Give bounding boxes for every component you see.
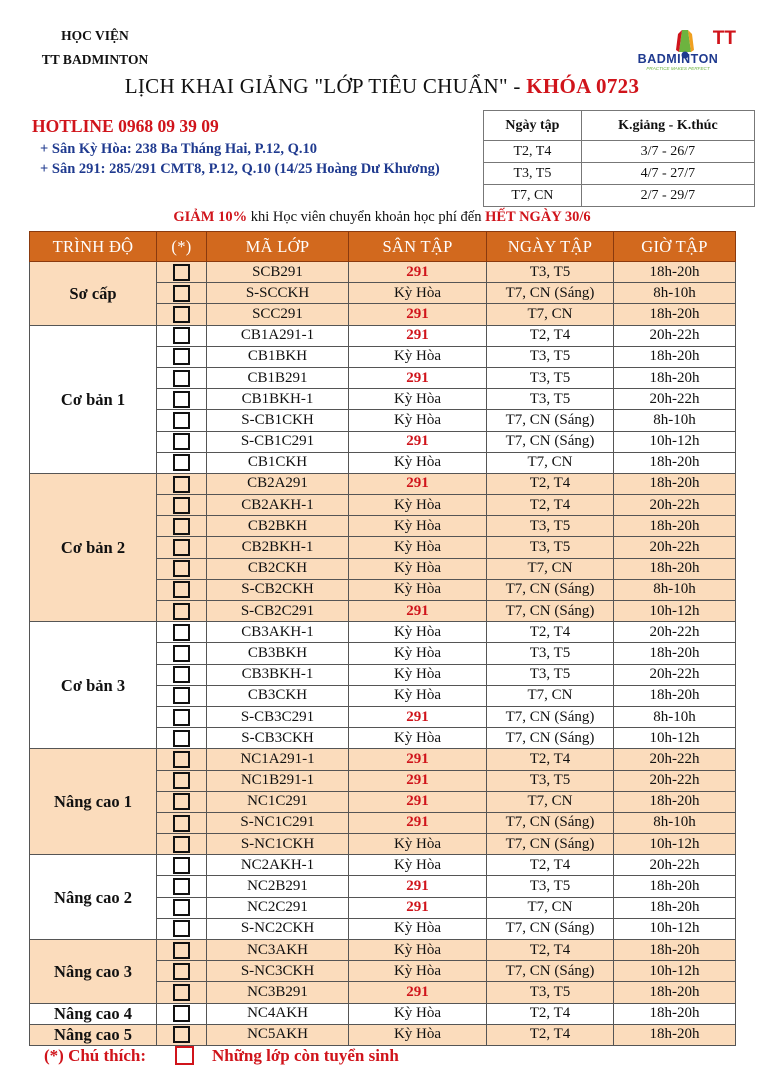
days-cell: T7, CN (Sáng) [487,601,614,622]
header-level: TRÌNH ĐỘ [30,232,157,262]
table-row [30,940,736,961]
organization-name [40,24,150,72]
time-cell: 18h-20h [614,1024,736,1045]
time-cell: 10h-12h [614,961,736,982]
enroll-checkbox[interactable] [173,306,190,323]
enroll-checkbox-cell [157,1024,207,1045]
promo-text: khi Học viên chuyển khoản học phí đến [247,209,486,225]
promo-deadline: HẾT NGÀY 30/6 [485,209,591,225]
court-cell: 291 [349,791,487,812]
enroll-checkbox-cell [157,940,207,961]
court-cell: Kỳ Hòa [349,537,487,558]
time-cell: 8h-10h [614,706,736,727]
level-cell: Nâng cao 5 [30,1024,157,1045]
title-main: LỊCH KHAI GIẢNG "LỚP TIÊU CHUẨN" - [124,74,527,98]
address-291: + Sân 291: 285/291 CMT8, P.12, Q.10 (14/25 Hoàng Dư Khương) [40,161,440,177]
court-cell: Kỳ Hòa [349,389,487,410]
time-cell: 8h-10h [614,812,736,833]
court-cell: Kỳ Hòa [349,1003,487,1024]
table-row [30,622,736,643]
level-cell: Nâng cao 4 [30,1003,157,1024]
court-cell: Kỳ Hòa [349,664,487,685]
enroll-checkbox[interactable] [173,878,190,895]
schedule-dates: 4/7 - 27/7 [581,163,754,185]
court-cell: Kỳ Hòa [349,643,487,664]
days-cell: T7, CN (Sáng) [487,410,614,431]
court-cell: Kỳ Hòa [349,918,487,939]
days-cell: T3, T5 [487,982,614,1003]
class-code-cell: SCC291 [207,304,349,325]
class-code-cell: CB1A291-1 [207,325,349,346]
enroll-checkbox-cell [157,664,207,685]
promo-banner [0,209,764,226]
days-cell: T3, T5 [487,876,614,897]
enroll-checkbox-cell [157,601,207,622]
class-code-cell: CB3CKH [207,685,349,706]
class-code-cell: SCB291 [207,262,349,283]
header-court: SÂN TẬP [349,232,487,262]
enroll-checkbox-cell [157,495,207,516]
enroll-checkbox[interactable] [173,391,190,408]
court-cell: Kỳ Hòa [349,452,487,473]
time-cell: 18h-20h [614,876,736,897]
enroll-checkbox[interactable] [173,709,190,726]
court-cell: 291 [349,431,487,452]
table-row [30,1024,736,1045]
header-time: GIỜ TẬP [614,232,736,262]
enroll-checkbox[interactable] [173,1026,190,1043]
court-cell: Kỳ Hòa [349,1024,487,1045]
class-code-cell: NC3B291 [207,982,349,1003]
court-cell: 291 [349,770,487,791]
court-cell: Kỳ Hòa [349,961,487,982]
class-code-cell: CB3BKH-1 [207,664,349,685]
class-code-cell: S-CB1CKH [207,410,349,431]
days-cell: T3, T5 [487,770,614,791]
class-code-cell: S-NC1CKH [207,834,349,855]
days-cell: T7, CN [487,685,614,706]
header-check: (*) [157,232,207,262]
days-cell: T7, CN [487,304,614,325]
schedule-dates: 2/7 - 29/7 [581,185,754,207]
class-code-cell: S-NC3CKH [207,961,349,982]
court-cell: 291 [349,262,487,283]
level-cell: Nâng cao 1 [30,749,157,855]
class-table-body [30,262,736,1046]
schedule-row [484,185,755,207]
class-table [29,231,736,1046]
promo-discount: GIẢM 10% [173,209,248,225]
court-cell: Kỳ Hòa [349,283,487,304]
court-cell: 291 [349,601,487,622]
enroll-checkbox[interactable] [173,920,190,937]
enroll-checkbox[interactable] [173,497,190,514]
days-cell: T3, T5 [487,367,614,388]
enroll-checkbox-cell [157,622,207,643]
class-code-cell: CB2AKH-1 [207,495,349,516]
enroll-checkbox[interactable] [173,370,190,387]
logo-tagline: PRACTICE MAKES PERFECT [646,66,710,71]
days-cell: T7, CN [487,897,614,918]
enroll-checkbox[interactable] [173,433,190,450]
tt-badminton-logo [618,24,738,72]
time-cell: 18h-20h [614,685,736,706]
court-cell: 291 [349,304,487,325]
class-code-cell: S-CB3C291 [207,706,349,727]
enroll-checkbox-cell [157,855,207,876]
enroll-checkbox[interactable] [173,476,190,493]
schedule-table [483,110,755,207]
time-cell: 20h-22h [614,664,736,685]
header-days: NGÀY TẬP [487,232,614,262]
court-cell: Kỳ Hòa [349,622,487,643]
days-cell: T2, T4 [487,940,614,961]
days-cell: T3, T5 [487,516,614,537]
level-cell: Cơ bản 3 [30,622,157,749]
class-code-cell: NC2B291 [207,876,349,897]
logo-word: BADMINTON [637,52,719,66]
address-ky-hoa: + Sân Kỳ Hòa: 238 Ba Tháng Hai, P.12, Q.10 [40,141,317,157]
class-code-cell: NC5AKH [207,1024,349,1045]
days-cell: T3, T5 [487,643,614,664]
enroll-checkbox-cell [157,812,207,833]
court-cell: Kỳ Hòa [349,346,487,367]
court-cell: 291 [349,897,487,918]
class-code-cell: NC1B291-1 [207,770,349,791]
court-cell: 291 [349,325,487,346]
time-cell: 18h-20h [614,516,736,537]
enroll-checkbox[interactable] [173,624,190,641]
days-cell: T2, T4 [487,473,614,494]
table-row [30,749,736,770]
enroll-checkbox-cell [157,728,207,749]
enroll-checkbox-cell [157,791,207,812]
days-cell: T7, CN (Sáng) [487,283,614,304]
time-cell: 18h-20h [614,982,736,1003]
time-cell: 18h-20h [614,558,736,579]
footnote-checkbox-icon [175,1046,194,1065]
class-code-cell: S-CB2C291 [207,601,349,622]
time-cell: 20h-22h [614,389,736,410]
time-cell: 18h-20h [614,791,736,812]
court-cell: Kỳ Hòa [349,410,487,431]
class-code-cell: CB2BKH-1 [207,537,349,558]
enroll-checkbox[interactable] [173,560,190,577]
enroll-checkbox[interactable] [173,454,190,471]
org-line-1: HỌC VIỆN [61,28,129,43]
enroll-checkbox-cell [157,262,207,283]
org-line-2: TT BADMINTON [41,52,149,67]
time-cell: 18h-20h [614,940,736,961]
class-code-cell: CB1BKH-1 [207,389,349,410]
schedule-row [484,141,755,163]
enroll-checkbox-cell [157,918,207,939]
table-row [30,262,736,283]
time-cell: 18h-20h [614,304,736,325]
class-code-cell: NC1A291-1 [207,749,349,770]
schedule-header-dates: K.giảng - K.thúc [581,111,754,141]
schedule-days: T3, T5 [484,163,582,185]
class-code-cell: CB1CKH [207,452,349,473]
enroll-checkbox-cell [157,706,207,727]
enroll-checkbox[interactable] [173,963,190,980]
enroll-checkbox[interactable] [173,581,190,598]
enroll-checkbox-cell [157,643,207,664]
enroll-checkbox-cell [157,961,207,982]
enroll-checkbox-cell [157,410,207,431]
enroll-checkbox[interactable] [173,899,190,916]
days-cell: T2, T4 [487,1003,614,1024]
enroll-checkbox-cell [157,834,207,855]
days-cell: T3, T5 [487,537,614,558]
court-cell: Kỳ Hòa [349,558,487,579]
table-row [30,473,736,494]
court-cell: Kỳ Hòa [349,495,487,516]
footnote-label: (*) Chú thích: [44,1046,147,1065]
enroll-checkbox[interactable] [173,1005,190,1022]
footnote-text: Những lớp còn tuyển sinh [212,1046,399,1065]
time-cell: 20h-22h [614,495,736,516]
days-cell: T7, CN [487,791,614,812]
class-code-cell: NC2AKH-1 [207,855,349,876]
days-cell: T3, T5 [487,262,614,283]
days-cell: T7, CN (Sáng) [487,961,614,982]
logo-tt: TT [712,28,736,49]
days-cell: T3, T5 [487,346,614,367]
court-cell: 291 [349,473,487,494]
court-cell: Kỳ Hòa [349,940,487,961]
enroll-checkbox[interactable] [173,857,190,874]
class-code-cell: S-CB2CKH [207,579,349,600]
enroll-checkbox[interactable] [173,348,190,365]
class-table-header [30,232,736,262]
class-code-cell: CB2A291 [207,473,349,494]
time-cell: 10h-12h [614,431,736,452]
level-cell: Nâng cao 2 [30,855,157,940]
enroll-checkbox[interactable] [173,942,190,959]
class-code-cell: S-SCCKH [207,283,349,304]
days-cell: T2, T4 [487,1024,614,1045]
time-cell: 8h-10h [614,579,736,600]
days-cell: T3, T5 [487,664,614,685]
table-row [30,1003,736,1024]
class-code-cell: NC1C291 [207,791,349,812]
time-cell: 20h-22h [614,770,736,791]
time-cell: 10h-12h [614,834,736,855]
court-cell: Kỳ Hòa [349,728,487,749]
enroll-checkbox[interactable] [173,730,190,747]
level-cell: Cơ bản 1 [30,325,157,473]
hotline: HOTLINE 0968 09 39 09 [32,116,219,136]
enroll-checkbox[interactable] [173,793,190,810]
class-code-cell: CB3BKH [207,643,349,664]
time-cell: 18h-20h [614,346,736,367]
class-code-cell: S-CB1C291 [207,431,349,452]
days-cell: T7, CN (Sáng) [487,812,614,833]
enroll-checkbox-cell [157,579,207,600]
enroll-checkbox[interactable] [173,751,190,768]
enroll-checkbox[interactable] [173,518,190,535]
days-cell: T7, CN (Sáng) [487,706,614,727]
enroll-checkbox[interactable] [173,984,190,1001]
court-cell: 291 [349,749,487,770]
enroll-checkbox-cell [157,431,207,452]
schedule-header-days: Ngày tập [484,111,582,141]
enroll-checkbox-cell [157,982,207,1003]
table-row [30,325,736,346]
schedule-days: T7, CN [484,185,582,207]
court-cell: Kỳ Hòa [349,579,487,600]
court-cell: 291 [349,367,487,388]
enroll-checkbox-cell [157,770,207,791]
time-cell: 8h-10h [614,283,736,304]
class-code-cell: NC3AKH [207,940,349,961]
days-cell: T7, CN (Sáng) [487,834,614,855]
court-cell: 291 [349,812,487,833]
time-cell: 18h-20h [614,1003,736,1024]
days-cell: T2, T4 [487,495,614,516]
time-cell: 8h-10h [614,410,736,431]
class-code-cell: CB2CKH [207,558,349,579]
time-cell: 18h-20h [614,897,736,918]
enroll-checkbox[interactable] [173,539,190,556]
enroll-checkbox-cell [157,537,207,558]
class-code-cell: NC4AKH [207,1003,349,1024]
level-cell: Cơ bản 2 [30,473,157,621]
time-cell: 20h-22h [614,622,736,643]
days-cell: T7, CN (Sáng) [487,579,614,600]
time-cell: 10h-12h [614,728,736,749]
schedule-days: T2, T4 [484,141,582,163]
time-cell: 10h-12h [614,601,736,622]
days-cell: T7, CN (Sáng) [487,918,614,939]
class-code-cell: CB2BKH [207,516,349,537]
enroll-checkbox[interactable] [173,412,190,429]
schedule-dates: 3/7 - 26/7 [581,141,754,163]
days-cell: T7, CN (Sáng) [487,728,614,749]
time-cell: 10h-12h [614,918,736,939]
days-cell: T2, T4 [487,325,614,346]
time-cell: 20h-22h [614,325,736,346]
table-row [30,855,736,876]
title-course: KHÓA 0723 [526,74,640,98]
enroll-checkbox-cell [157,304,207,325]
enroll-checkbox[interactable] [173,264,190,281]
enroll-checkbox-cell [157,389,207,410]
enroll-checkbox[interactable] [173,772,190,789]
enroll-checkbox-cell [157,325,207,346]
time-cell: 18h-20h [614,643,736,664]
enroll-checkbox-cell [157,558,207,579]
level-cell: Sơ cấp [30,262,157,326]
enroll-checkbox[interactable] [173,815,190,832]
court-cell: 291 [349,876,487,897]
header-class-code: MÃ LỚP [207,232,349,262]
enroll-checkbox[interactable] [173,645,190,662]
days-cell: T2, T4 [487,855,614,876]
level-cell: Nâng cao 3 [30,940,157,1004]
enroll-checkbox-cell [157,685,207,706]
days-cell: T2, T4 [487,622,614,643]
enroll-checkbox-cell [157,283,207,304]
days-cell: T7, CN [487,558,614,579]
enroll-checkbox-cell [157,452,207,473]
enroll-checkbox[interactable] [173,687,190,704]
class-code-cell: S-NC1C291 [207,812,349,833]
time-cell: 20h-22h [614,749,736,770]
enroll-checkbox-cell [157,367,207,388]
time-cell: 18h-20h [614,473,736,494]
time-cell: 18h-20h [614,367,736,388]
days-cell: T7, CN [487,452,614,473]
class-code-cell: S-CB3CKH [207,728,349,749]
court-cell: Kỳ Hòa [349,516,487,537]
schedule-row [484,163,755,185]
enroll-checkbox-cell [157,1003,207,1024]
enroll-checkbox-cell [157,897,207,918]
class-code-cell: CB1B291 [207,367,349,388]
class-code-cell: NC2C291 [207,897,349,918]
court-cell: 291 [349,982,487,1003]
court-cell: 291 [349,706,487,727]
days-cell: T3, T5 [487,389,614,410]
enroll-checkbox[interactable] [173,836,190,853]
days-cell: T2, T4 [487,749,614,770]
time-cell: 20h-22h [614,537,736,558]
enroll-checkbox[interactable] [173,285,190,302]
enroll-checkbox[interactable] [173,666,190,683]
enroll-checkbox-cell [157,516,207,537]
time-cell: 18h-20h [614,452,736,473]
court-cell: Kỳ Hòa [349,834,487,855]
enroll-checkbox-cell [157,876,207,897]
time-cell: 20h-22h [614,855,736,876]
class-code-cell: CB1BKH [207,346,349,367]
class-code-cell: S-NC2CKH [207,918,349,939]
court-cell: Kỳ Hòa [349,855,487,876]
enroll-checkbox-cell [157,346,207,367]
enroll-checkbox[interactable] [173,603,190,620]
enroll-checkbox-cell [157,473,207,494]
time-cell: 18h-20h [614,262,736,283]
class-code-cell: CB3AKH-1 [207,622,349,643]
days-cell: T7, CN (Sáng) [487,431,614,452]
enroll-checkbox-cell [157,749,207,770]
page-title [0,74,764,99]
enroll-checkbox[interactable] [173,327,190,344]
court-cell: Kỳ Hòa [349,685,487,706]
